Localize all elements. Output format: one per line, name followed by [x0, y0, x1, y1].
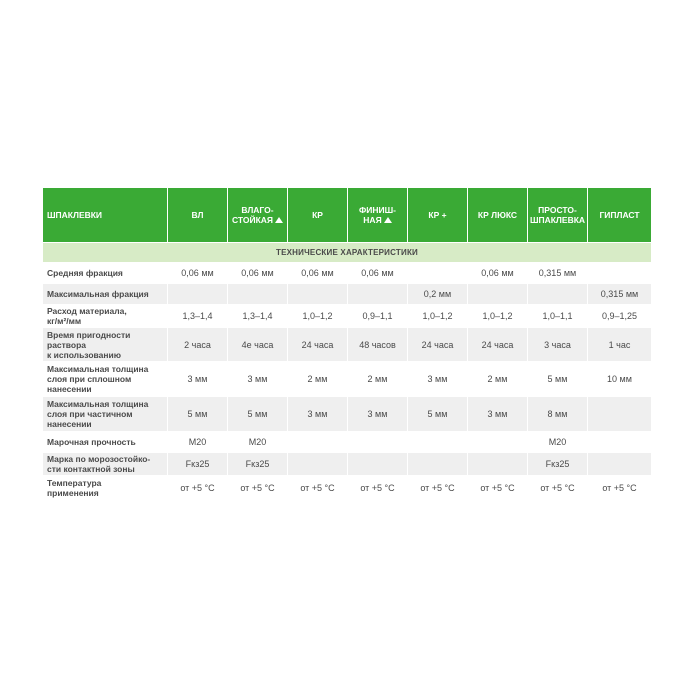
table-cell: 0,315 мм [528, 263, 588, 284]
row-label-text: Температура [47, 477, 102, 488]
column-header-text: ВЛАГО- [241, 205, 274, 215]
table-row [43, 476, 652, 500]
header-row [43, 188, 652, 243]
table-cell: М20 [168, 432, 228, 453]
table-body [43, 243, 652, 500]
table-cell [408, 453, 468, 476]
table-cell: 48 часов [348, 328, 408, 362]
row-label [43, 328, 168, 362]
table-cell: 1,3–1,4 [168, 305, 228, 328]
table-cell [168, 284, 228, 305]
section-row [43, 243, 652, 263]
table-cell: 2 мм [348, 362, 408, 397]
table-cell [348, 432, 408, 453]
table-cell: от +5 °С [528, 476, 588, 500]
column-header-text: СТОЙКАЯ [231, 215, 274, 225]
row-label-text: Максимальная толщина [47, 399, 149, 409]
table-cell: 5 мм [228, 397, 288, 432]
table-cell [288, 453, 348, 476]
table-row [43, 284, 652, 305]
table-cell: 3 мм [168, 362, 228, 397]
table-cell: 5 мм [168, 397, 228, 432]
table-cell [468, 453, 528, 476]
table-cell: 0,06 мм [468, 263, 528, 284]
column-header-text: НАЯ [363, 215, 382, 225]
row-label-text: Средняя фракция [47, 268, 123, 278]
table-cell: 3 мм [468, 397, 528, 432]
table-cell: Fкз25 [528, 453, 588, 476]
table-row [43, 263, 652, 284]
column-header-text: КР + [428, 210, 447, 220]
table-cell [528, 284, 588, 305]
column-header [588, 188, 652, 243]
row-label-text: кг/м²/мм [47, 316, 82, 326]
table-cell: от +5 °С [468, 476, 528, 500]
table-cell [288, 432, 348, 453]
table-cell [468, 432, 528, 453]
column-header [528, 188, 588, 243]
row-label-text: Марка по морозостойко- [47, 454, 151, 464]
row-label-text: раствора [47, 339, 87, 350]
column-header [468, 188, 528, 243]
row-label-text: Расход материала, [47, 306, 127, 316]
row-label [43, 453, 168, 476]
column-header [228, 188, 288, 243]
table-cell: 1,0–1,2 [288, 305, 348, 328]
table-row [43, 453, 652, 476]
table-cell: 0,9–1,1 [348, 305, 408, 328]
table-row [43, 397, 652, 432]
table-row [43, 362, 652, 397]
column-header-text: ГИПЛАСТ [599, 210, 640, 220]
table-cell: от +5 °С [348, 476, 408, 500]
row-label [43, 397, 168, 432]
table-cell [408, 263, 468, 284]
row-label-text: Время пригодности [47, 329, 131, 340]
table-cell: 5 мм [408, 397, 468, 432]
specs-table [42, 187, 652, 500]
column-header-text: ПРОСТО- [538, 205, 577, 215]
table-cell: от +5 °С [588, 476, 652, 500]
row-label-text: к использованию [47, 349, 121, 360]
table-cell: 0,2 мм [408, 284, 468, 305]
table-cell: 4е часа [228, 328, 288, 362]
row-label [43, 284, 168, 305]
row-label [43, 432, 168, 453]
table-cell [588, 263, 652, 284]
row-label [43, 263, 168, 284]
row-label [43, 305, 168, 328]
column-header [408, 188, 468, 243]
column-header-text: ШПАКЛЕВКА [529, 215, 586, 225]
row-label-text: Марочная прочность [47, 437, 136, 447]
table-cell [348, 453, 408, 476]
column-header [168, 188, 228, 243]
row-label-text: слоя при сплошном [47, 374, 132, 384]
table-cell [588, 432, 652, 453]
row-label [43, 362, 168, 397]
table-cell: Fкз25 [168, 453, 228, 476]
table-cell: от +5 °С [408, 476, 468, 500]
row-label [43, 476, 168, 500]
table-cell: 3 мм [348, 397, 408, 432]
table-cell: 1,0–1,2 [408, 305, 468, 328]
table-cell [408, 432, 468, 453]
table-row [43, 432, 652, 453]
table-cell: 24 часа [408, 328, 468, 362]
row-label-text: нанесении [47, 384, 92, 394]
table-cell: М20 [228, 432, 288, 453]
table-cell: от +5 °С [228, 476, 288, 500]
table-cell: 1,3–1,4 [228, 305, 288, 328]
table-cell: 5 мм [528, 362, 588, 397]
column-header-text: ВЛ [191, 210, 204, 220]
row-label-text: Максимальная толщина [47, 364, 149, 374]
table-cell: 24 часа [288, 328, 348, 362]
column-header [288, 188, 348, 243]
table-cell: 2 часа [168, 328, 228, 362]
section-title: ТЕХНИЧЕСКИЕ ХАРАКТЕРИСТИКИ [43, 243, 652, 263]
table-cell [348, 284, 408, 305]
table-cell: 0,06 мм [228, 263, 288, 284]
row-label-text: Максимальная фракция [47, 289, 149, 299]
column-header-title [43, 188, 168, 243]
table-cell [228, 284, 288, 305]
row-label-text: нанесении [47, 419, 92, 429]
table-cell: 10 мм [588, 362, 652, 397]
table-cell: 24 часа [468, 328, 528, 362]
table-header [43, 188, 652, 243]
table-row [43, 328, 652, 362]
table-cell: М20 [528, 432, 588, 453]
table-cell: 1 час [588, 328, 652, 362]
triangle-mark-icon [275, 217, 283, 223]
table-cell: Fкз25 [228, 453, 288, 476]
table-cell: 0,06 мм [348, 263, 408, 284]
column-header-text: КР [312, 210, 323, 220]
table-row [43, 305, 652, 328]
table-cell: от +5 °С [168, 476, 228, 500]
table-cell: 3 мм [408, 362, 468, 397]
row-label-text: сти контактной зоны [47, 464, 135, 474]
table-cell: 3 мм [228, 362, 288, 397]
triangle-mark-icon [384, 217, 392, 223]
column-header-text: ШПАКЛЕВКИ [47, 210, 103, 220]
table-cell [288, 284, 348, 305]
table-cell: 0,315 мм [588, 284, 652, 305]
table-cell: 2 мм [468, 362, 528, 397]
table-cell: 3 часа [528, 328, 588, 362]
table-cell [588, 397, 652, 432]
table-cell: 0,06 мм [288, 263, 348, 284]
row-label-text: слоя при частичном [47, 409, 133, 419]
table-cell: 0,06 мм [168, 263, 228, 284]
table-cell: от +5 °С [288, 476, 348, 500]
table-cell: 1,0–1,2 [468, 305, 528, 328]
table-cell: 8 мм [528, 397, 588, 432]
column-header-text: ФИНИШ- [359, 205, 396, 215]
table-cell: 2 мм [288, 362, 348, 397]
table-cell [588, 453, 652, 476]
column-header-text: КР ЛЮКС [477, 210, 518, 220]
table-cell: 3 мм [288, 397, 348, 432]
table-cell [468, 284, 528, 305]
row-label-text: применения [47, 487, 99, 498]
column-header [348, 188, 408, 243]
table-cell: 0,9–1,25 [588, 305, 652, 328]
table-cell: 1,0–1,1 [528, 305, 588, 328]
